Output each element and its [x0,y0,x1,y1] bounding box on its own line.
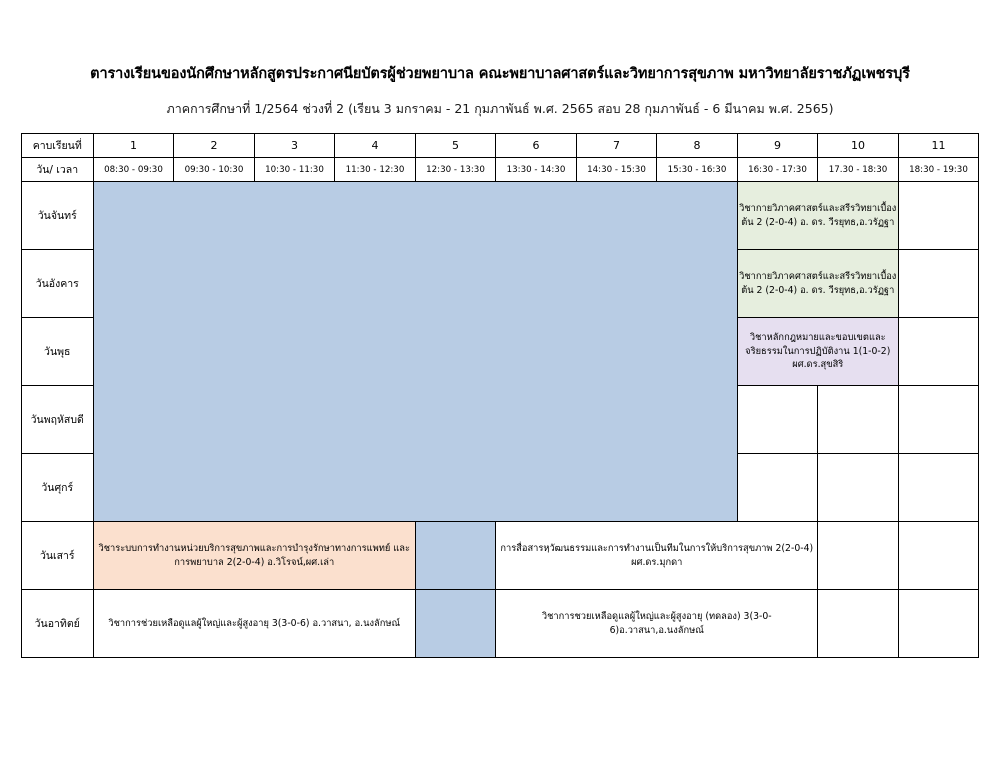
empty-slot-thu-9 [737,386,818,454]
day-label-tuesday: วันอังคาร [21,250,93,318]
table-row [21,590,979,658]
header-corner-bottom: วัน/ เวลา [21,158,93,182]
header-time-3: 10:30 - 11:30 [254,158,335,182]
table-header-row-periods [21,134,979,158]
blocked-slot-blue [93,182,737,522]
course-sunday-elder-continued: วิชาการชวยเหลือดูแลผู้ใหญ่และผู้สูงอายุ (ทดลอง) 3(3-0-6)อ.วาสนา,อ.นงลักษณ์ [496,590,818,658]
header-time-10: 17.30 - 18:30 [818,158,899,182]
day-label-thursday: วันพฤหัสบดี [21,386,93,454]
header-period-3: 3 [254,134,335,158]
header-period-6: 6 [496,134,577,158]
blocked-slot-blue-sun [415,590,496,658]
course-saturday-communication: การสื่อสารหฺวัฒนธรรมและการทำงานเป็นทีมในการให้บริการสุขภาพ 2(2-0-4) ผศ.ดร.มุกดา [496,522,818,590]
header-time-8: 15:30 - 16:30 [657,158,738,182]
empty-slot-thu-10 [818,386,899,454]
course-saturday-system: วิชาระบบการทำงานหน่วยบริการสุขภาพและการบำรุงรักษาทางการแพทย์ และการพยาบาล 2(2-0-4) อ.วิโรจน์,ผศ.เล่า [93,522,415,590]
empty-slot-sun-10 [818,590,899,658]
table-row [21,182,979,250]
header-period-10: 10 [818,134,899,158]
header-period-8: 8 [657,134,738,158]
header-corner-top: คาบเรียนที่ [21,134,93,158]
schedule-page [0,62,1000,769]
header-time-11: 18:30 - 19:30 [898,158,979,182]
empty-slot-thu-11 [898,386,979,454]
empty-slot-fri-11 [898,454,979,522]
empty-slot-wed-11 [898,318,979,386]
day-label-sunday: วันอาทิตย์ [21,590,93,658]
header-time-2: 09:30 - 10:30 [174,158,255,182]
header-period-2: 2 [174,134,255,158]
course-sunday-elder: วิชาการช่วยเหลือดูแลผู้ใหญ่และผู้สูงอายุ 3(3-0-6) อ.วาสนา, อ.นงลักษณ์ [93,590,415,658]
header-period-11: 11 [898,134,979,158]
day-label-wednesday: วันพุธ [21,318,93,386]
header-time-1: 08:30 - 09:30 [93,158,174,182]
empty-slot-fri-10 [818,454,899,522]
empty-slot-sat-11 [898,522,979,590]
header-period-5: 5 [415,134,496,158]
table-row [21,522,979,590]
page-title: ตารางเรียนของนักศึกษาหลักสูตรประกาศนียบัตรผู้ช่วยพยาบาล คณะพยาบาลศาสตร์และวิทยาการสุขภาพ มหาวิทยาลัยราชภัฏเพชรบุรี [90,66,910,82]
header-period-9: 9 [737,134,818,158]
course-monday-anatomy: วิชากายวิภาคศาสตร์และสรีรวิทยาเบื้องต้น 2 (2-0-4) อ. ดร. วีรยุทธ,อ.วรัฏฐา [737,182,898,250]
header-time-9: 16:30 - 17:30 [737,158,818,182]
header-period-1: 1 [93,134,174,158]
page-subtitle: ภาคการศึกษาที่ 1/2564 ช่วงที่ 2 (เรียน 3 มกราคม - 21 กุมภาพันธ์ พ.ศ. 2565 สอบ 28 กุมภาพันธ์ - 6 มีนาคม พ.ศ. 2565) [166,101,834,116]
empty-slot-sat-10 [818,522,899,590]
day-label-saturday: วันเสาร์ [21,522,93,590]
header-time-4: 11:30 - 12:30 [335,158,416,182]
header-period-7: 7 [576,134,657,158]
day-label-friday: วันศุกร์ [21,454,93,522]
schedule-table [21,133,980,658]
header-time-5: 12:30 - 13:30 [415,158,496,182]
header-time-7: 14:30 - 15:30 [576,158,657,182]
header-time-6: 13:30 - 14:30 [496,158,577,182]
blocked-slot-blue-sat [415,522,496,590]
table-header-row-times [21,158,979,182]
empty-slot-mon-11 [898,182,979,250]
course-wednesday-law: วิชาหลักกฎหมายและขอบเขตและจริยธรรมในการปฏิบัติงาน 1(1-0-2) ผศ.ดร.สุขสิริ [737,318,898,386]
empty-slot-sun-11 [898,590,979,658]
empty-slot-tue-11 [898,250,979,318]
day-label-monday: วันจันทร์ [21,182,93,250]
header-period-4: 4 [335,134,416,158]
course-tuesday-anatomy: วิชากายวิภาคศาสตร์และสรีรวิทยาเบื้องต้น 2 (2-0-4) อ. ดร. วีรยุทธ,อ.วรัฏฐา [737,250,898,318]
empty-slot-fri-9 [737,454,818,522]
